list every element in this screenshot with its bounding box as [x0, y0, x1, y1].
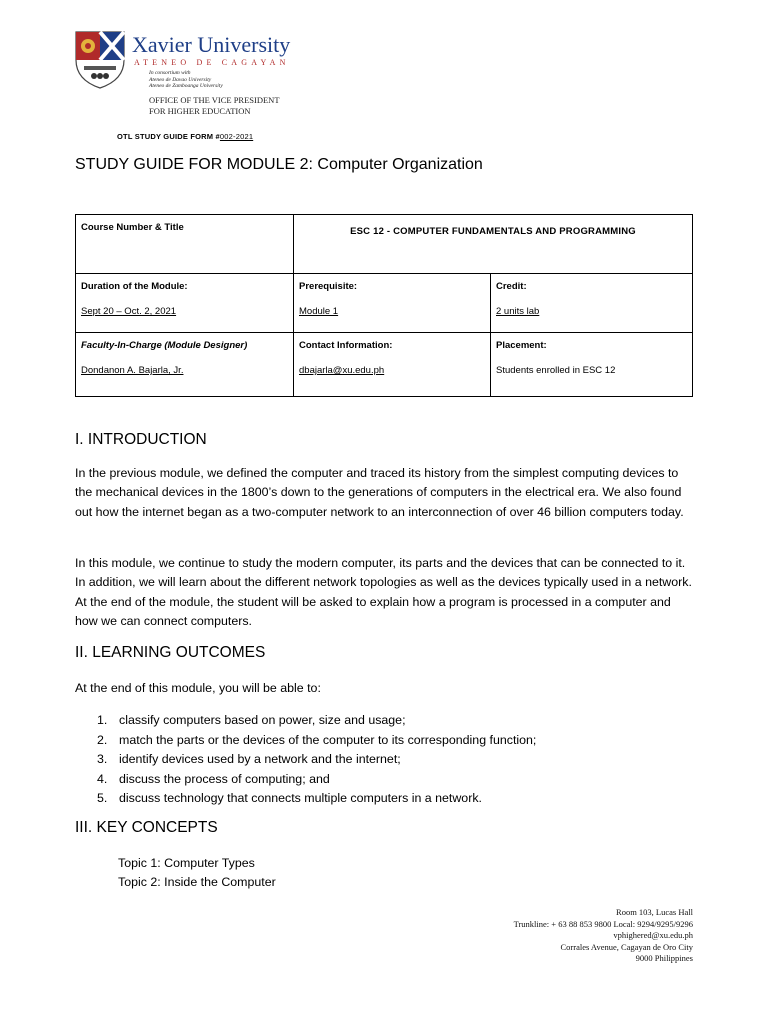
list-item — [75, 711, 536, 731]
consortium-line: In consortium with — [149, 70, 191, 76]
section-heading-learning-outcomes: II. LEARNING OUTCOMES — [75, 644, 266, 661]
credit-label: Credit: — [496, 281, 527, 292]
form-number — [117, 132, 253, 141]
section-heading-introduction: I. INTRODUCTION — [75, 431, 207, 448]
list-item — [75, 770, 536, 790]
prerequisite-label: Prerequisite: — [299, 281, 358, 292]
page-title: STUDY GUIDE FOR MODULE 2: Computer Organization — [75, 156, 483, 173]
list-item — [75, 789, 536, 809]
placement-value: Students enrolled in ESC 12 — [496, 365, 616, 376]
list-text: discuss technology that connects multiple computers in a network. — [119, 791, 482, 806]
introduction-paragraph: In the previous module, we defined the computer and traced its history from the simplest computing devices to the mechanical devices in the 1800’s down to the generations of computers in the electrical era. We also found out how the internet began as a two-computer network to an interconnection of over 46 billion computers today. — [75, 466, 684, 519]
consortium-line: Ateneo de Zamboanga University — [149, 83, 223, 89]
duration-label: Duration of the Module: — [81, 281, 188, 292]
course-title: ESC 12 - COMPUTER FUNDAMENTALS AND PROGRAMMING — [294, 215, 693, 274]
contact-label: Contact Information: — [299, 340, 393, 351]
footer-line: Trunkline: + 63 88 853 9800 Local: 9294/9295/9296 — [513, 918, 693, 929]
consortium-line: Ateneo de Davao University — [149, 76, 212, 83]
footer-line: Room 103, Lucas Hall — [616, 907, 693, 917]
list-number: 4. — [97, 771, 108, 786]
faculty-label: Faculty-In-Charge (Module Designer) — [81, 340, 248, 351]
table-cell — [76, 215, 294, 274]
module-info-table — [75, 214, 693, 397]
topics-list — [118, 854, 276, 891]
form-number-value: 002-2021 — [219, 132, 254, 141]
table-cell — [294, 333, 491, 397]
list-text: identify devices used by a network and the internet; — [119, 752, 401, 767]
topic-item: Topic 2: Inside the Computer — [118, 874, 276, 889]
topic-item: Topic 1: Computer Types — [118, 856, 255, 870]
form-label: OTL STUDY GUIDE FORM # — [117, 132, 220, 141]
list-text: discuss the process of computing; and — [119, 771, 330, 786]
footer-email: vphighered@xu.edu.ph — [613, 930, 693, 940]
list-item — [75, 750, 536, 770]
duration-value: Sept 20 – Oct. 2, 2021 — [81, 306, 177, 317]
footer-address — [514, 907, 693, 965]
placement-label: Placement: — [496, 340, 547, 351]
table-cell — [491, 274, 693, 333]
footer-line: Corrales Avenue, Cagayan de Oro City — [560, 941, 693, 952]
office-line: OFFICE OF THE VICE PRESIDENT — [149, 95, 280, 105]
prerequisite-value: Module 1 — [299, 306, 339, 317]
list-text: match the parts or the devices of the computer to its corresponding function; — [119, 732, 537, 747]
list-number: 5. — [97, 791, 108, 806]
list-text: classify computers based on power, size and usage; — [119, 713, 406, 727]
introduction-paragraph: In this module, we continue to study the modern computer, its parts and the devices that can be connected to it. In addition, we will learn about the different network topologies as well as the devices typically used in a network. At the end of the module, the student will be asked to explain how a program is processed in a computer and how we can connect computers. — [75, 556, 692, 629]
table-cell — [76, 333, 294, 397]
table-cell — [294, 274, 491, 333]
credit-value: 2 units lab — [496, 306, 540, 317]
course-label: Course Number & Title — [81, 222, 184, 233]
list-item — [75, 731, 536, 751]
list-number: 2. — [97, 732, 108, 747]
university-seal-icon — [74, 30, 126, 90]
consortium-note — [149, 70, 223, 90]
table-row — [76, 215, 693, 274]
outcomes-lead: At the end of this module, you will be able to: — [75, 681, 321, 695]
list-number: 1. — [97, 713, 108, 727]
faculty-value: Dondanon A. Bajarla, Jr. — [81, 365, 184, 376]
table-cell — [76, 274, 294, 333]
outcomes-list — [75, 711, 536, 809]
footer-line: 9000 Philippines — [635, 953, 693, 963]
list-number: 3. — [97, 752, 108, 767]
section-heading-key-concepts: III. KEY CONCEPTS — [75, 819, 218, 836]
university-name: Xavier University — [132, 32, 291, 57]
university-subtitle: ATENEO DE CAGAYAN — [134, 58, 290, 67]
table-row — [76, 333, 693, 397]
table-row — [76, 274, 693, 333]
office-name — [149, 95, 280, 117]
contact-email-link[interactable]: dbajarla@xu.edu.ph — [299, 365, 385, 376]
table-cell — [491, 333, 693, 397]
office-line: FOR HIGHER EDUCATION — [149, 106, 251, 116]
